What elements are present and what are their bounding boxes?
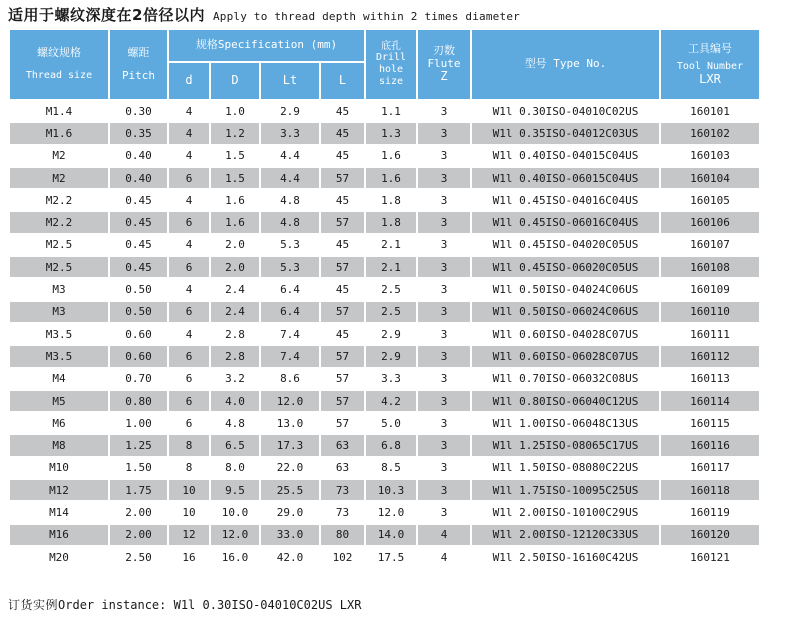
- cell-d: 1.0: [211, 101, 259, 121]
- cell-tool: 160114: [661, 391, 759, 411]
- cell-z: 3: [418, 369, 470, 389]
- cell-type: W1l 1.00ISO-06048C13US: [472, 413, 659, 433]
- cell-d: 6: [169, 302, 209, 322]
- cell-lt: 7.4: [261, 346, 319, 366]
- table-row: [10, 168, 759, 188]
- cell-type: W1l 0.50ISO-04024C06US: [472, 279, 659, 299]
- cell-z: 3: [418, 302, 470, 322]
- cell-drill: 1.3: [366, 123, 416, 143]
- cell-l: 45: [321, 279, 364, 299]
- cell-thread: M2.5: [10, 257, 108, 277]
- cell-tool: 160107: [661, 235, 759, 255]
- cell-type: W1l 1.50ISO-08080C22US: [472, 458, 659, 478]
- order-instance-en: Order instance: W1l 0.30ISO-04010C02US LXR: [58, 598, 362, 612]
- cell-tool: 160110: [661, 302, 759, 322]
- header-tool-number: [661, 30, 759, 99]
- cell-thread: M2: [10, 168, 108, 188]
- cell-pitch: 2.00: [110, 525, 167, 545]
- cell-type: W1l 0.45ISO-04016C04US: [472, 190, 659, 210]
- cell-thread: M14: [10, 502, 108, 522]
- table-row: [10, 369, 759, 389]
- table-row: [10, 525, 759, 545]
- table-row: [10, 324, 759, 344]
- cell-pitch: 2.00: [110, 502, 167, 522]
- cell-lt: 22.0: [261, 458, 319, 478]
- cell-tool: 160108: [661, 257, 759, 277]
- cell-l: 57: [321, 212, 364, 232]
- header-flute: [418, 30, 470, 99]
- cell-pitch: 0.45: [110, 235, 167, 255]
- cell-drill: 4.2: [366, 391, 416, 411]
- cell-tool: 160103: [661, 146, 759, 166]
- cell-pitch: 0.45: [110, 212, 167, 232]
- cell-drill: 1.1: [366, 101, 416, 121]
- cell-pitch: 1.50: [110, 458, 167, 478]
- cell-tool: 160111: [661, 324, 759, 344]
- header-drill-en3: size: [378, 76, 404, 88]
- cell-pitch: 0.50: [110, 302, 167, 322]
- cell-thread: M1.6: [10, 123, 108, 143]
- cell-l: 57: [321, 257, 364, 277]
- cell-z: 3: [418, 168, 470, 188]
- cell-tool: 160102: [661, 123, 759, 143]
- cell-lt: 5.3: [261, 235, 319, 255]
- cell-thread: M5: [10, 391, 108, 411]
- cell-thread: M4: [10, 369, 108, 389]
- table-row: [10, 346, 759, 366]
- header-drill-cn: 底孔: [381, 40, 401, 52]
- cell-thread: M16: [10, 525, 108, 545]
- cell-pitch: 0.45: [110, 190, 167, 210]
- cell-pitch: 1.25: [110, 435, 167, 455]
- cell-d: 10: [169, 480, 209, 500]
- cell-drill: 3.3: [366, 369, 416, 389]
- cell-d: 4: [169, 123, 209, 143]
- header-pitch: [110, 30, 167, 99]
- cell-d: 12.0: [211, 525, 259, 545]
- header-L: L: [321, 63, 364, 99]
- table-row: [10, 435, 759, 455]
- cell-d: 6: [169, 346, 209, 366]
- cell-d: 2.4: [211, 302, 259, 322]
- cell-l: 57: [321, 168, 364, 188]
- header-Lt: Lt: [261, 63, 319, 99]
- cell-type: W1l 1.25ISO-08065C17US: [472, 435, 659, 455]
- cell-type: W1l 0.70ISO-06032C08US: [472, 369, 659, 389]
- header-specification: 规格Specification (mm): [169, 30, 364, 61]
- cell-lt: 6.4: [261, 302, 319, 322]
- cell-d: 4: [169, 324, 209, 344]
- cell-drill: 2.5: [366, 279, 416, 299]
- cell-lt: 29.0: [261, 502, 319, 522]
- spec-table-body: [10, 101, 759, 567]
- cell-d: 6: [169, 257, 209, 277]
- cell-lt: 8.6: [261, 369, 319, 389]
- cell-lt: 4.4: [261, 168, 319, 188]
- order-instance-cn: 订货实例: [8, 598, 59, 612]
- cell-z: 3: [418, 212, 470, 232]
- header-flute-z: Z: [440, 69, 448, 84]
- table-row: [10, 123, 759, 143]
- cell-lt: 33.0: [261, 525, 319, 545]
- cell-d: 4: [169, 101, 209, 121]
- cell-thread: M2.5: [10, 235, 108, 255]
- cell-type: W1l 0.45ISO-06020C05US: [472, 257, 659, 277]
- cell-lt: 25.5: [261, 480, 319, 500]
- cell-l: 73: [321, 480, 364, 500]
- header-d: d: [169, 63, 209, 99]
- header-pitch-en: Pitch: [121, 68, 156, 82]
- cell-thread: M20: [10, 547, 108, 567]
- cell-tool: 160118: [661, 480, 759, 500]
- cell-type: W1l 0.50ISO-06024C06US: [472, 302, 659, 322]
- cell-l: 57: [321, 302, 364, 322]
- table-row: [10, 235, 759, 255]
- cell-d: 2.0: [211, 235, 259, 255]
- cell-type: W1l 0.45ISO-06016C04US: [472, 212, 659, 232]
- cell-d: 6: [169, 369, 209, 389]
- cell-d: 2.4: [211, 279, 259, 299]
- cell-pitch: 0.50: [110, 279, 167, 299]
- table-row: [10, 146, 759, 166]
- cell-l: 102: [321, 547, 364, 567]
- cell-tool: 160104: [661, 168, 759, 188]
- cell-l: 57: [321, 346, 364, 366]
- header-drill-hole: [366, 30, 416, 99]
- cell-d: 6: [169, 212, 209, 232]
- cell-z: 3: [418, 279, 470, 299]
- cell-type: W1l 0.35ISO-04012C03US: [472, 123, 659, 143]
- cell-z: 3: [418, 480, 470, 500]
- header-flute-en: Flute: [427, 56, 461, 70]
- cell-d: 4: [169, 190, 209, 210]
- cell-d: 10: [169, 502, 209, 522]
- cell-l: 57: [321, 391, 364, 411]
- cell-type: W1l 2.50ISO-16160C42US: [472, 547, 659, 567]
- table-row: [10, 302, 759, 322]
- cell-tool: 160115: [661, 413, 759, 433]
- cell-l: 45: [321, 146, 364, 166]
- cell-z: 4: [418, 547, 470, 567]
- cell-thread: M2: [10, 146, 108, 166]
- cell-drill: 5.0: [366, 413, 416, 433]
- cell-z: 3: [418, 391, 470, 411]
- cell-drill: 2.9: [366, 346, 416, 366]
- cell-d: 16: [169, 547, 209, 567]
- cell-z: 3: [418, 435, 470, 455]
- cell-type: W1l 2.00ISO-10100C29US: [472, 502, 659, 522]
- title-english: Apply to thread depth within 2 times diameter: [212, 10, 520, 23]
- cell-drill: 1.6: [366, 146, 416, 166]
- cell-z: 3: [418, 101, 470, 121]
- header-thread-size-en: Thread size: [25, 70, 93, 82]
- cell-z: 3: [418, 235, 470, 255]
- cell-d: 1.6: [211, 212, 259, 232]
- cell-drill: 14.0: [366, 525, 416, 545]
- table-row: [10, 413, 759, 433]
- header-drill-en1: Drill: [375, 52, 407, 64]
- cell-d: 1.5: [211, 146, 259, 166]
- table-row: [10, 391, 759, 411]
- cell-pitch: 0.60: [110, 324, 167, 344]
- cell-thread: M2.2: [10, 212, 108, 232]
- cell-d: 9.5: [211, 480, 259, 500]
- table-row: [10, 480, 759, 500]
- cell-pitch: 0.30: [110, 101, 167, 121]
- cell-z: 3: [418, 458, 470, 478]
- cell-drill: 17.5: [366, 547, 416, 567]
- cell-l: 57: [321, 369, 364, 389]
- cell-pitch: 1.00: [110, 413, 167, 433]
- spec-table: [8, 28, 761, 569]
- cell-tool: 160113: [661, 369, 759, 389]
- cell-type: W1l 0.40ISO-04015C04US: [472, 146, 659, 166]
- cell-d: 10.0: [211, 502, 259, 522]
- cell-tool: 160106: [661, 212, 759, 232]
- header-thread-size-cn: 螺纹规格: [37, 46, 81, 60]
- cell-d: 1.2: [211, 123, 259, 143]
- cell-pitch: 0.35: [110, 123, 167, 143]
- table-row: [10, 190, 759, 210]
- cell-lt: 7.4: [261, 324, 319, 344]
- cell-l: 45: [321, 101, 364, 121]
- header-D: D: [211, 63, 259, 99]
- cell-lt: 4.8: [261, 212, 319, 232]
- cell-thread: M10: [10, 458, 108, 478]
- cell-l: 73: [321, 502, 364, 522]
- cell-pitch: 2.50: [110, 547, 167, 567]
- cell-d: 4: [169, 146, 209, 166]
- cell-thread: M2.2: [10, 190, 108, 210]
- order-instance: [8, 596, 361, 613]
- cell-drill: 2.1: [366, 235, 416, 255]
- cell-drill: 1.6: [366, 168, 416, 188]
- cell-z: 3: [418, 413, 470, 433]
- cell-thread: M1.4: [10, 101, 108, 121]
- table-row: [10, 257, 759, 277]
- cell-l: 45: [321, 235, 364, 255]
- cell-z: 3: [418, 146, 470, 166]
- cell-drill: 2.5: [366, 302, 416, 322]
- cell-pitch: 0.80: [110, 391, 167, 411]
- cell-d: 8.0: [211, 458, 259, 478]
- table-row: [10, 547, 759, 567]
- cell-pitch: 0.40: [110, 168, 167, 188]
- cell-lt: 5.3: [261, 257, 319, 277]
- cell-d: 4: [169, 235, 209, 255]
- cell-d: 1.5: [211, 168, 259, 188]
- cell-l: 80: [321, 525, 364, 545]
- cell-l: 57: [321, 413, 364, 433]
- cell-tool: 160117: [661, 458, 759, 478]
- cell-lt: 3.3: [261, 123, 319, 143]
- cell-type: W1l 0.30ISO-04010C02US: [472, 101, 659, 121]
- header-tool-en: Tool Number: [676, 61, 744, 73]
- cell-type: W1l 2.00ISO-12120C33US: [472, 525, 659, 545]
- cell-l: 45: [321, 324, 364, 344]
- cell-d: 6: [169, 413, 209, 433]
- cell-drill: 12.0: [366, 502, 416, 522]
- header-type-no: 型号 Type No.: [472, 30, 659, 99]
- cell-thread: M3.5: [10, 346, 108, 366]
- table-row: [10, 101, 759, 121]
- cell-z: 3: [418, 190, 470, 210]
- cell-drill: 6.8: [366, 435, 416, 455]
- cell-pitch: 0.40: [110, 146, 167, 166]
- cell-lt: 12.0: [261, 391, 319, 411]
- cell-d: 16.0: [211, 547, 259, 567]
- cell-lt: 42.0: [261, 547, 319, 567]
- cell-type: W1l 0.40ISO-06015C04US: [472, 168, 659, 188]
- cell-d: 8: [169, 458, 209, 478]
- header-tool-code: LXR: [699, 71, 721, 86]
- cell-tool: 160112: [661, 346, 759, 366]
- cell-pitch: 0.70: [110, 369, 167, 389]
- cell-tool: 160120: [661, 525, 759, 545]
- header-thread-size: [10, 30, 108, 99]
- cell-z: 3: [418, 324, 470, 344]
- cell-z: 3: [418, 257, 470, 277]
- header-pitch-cn: 螺距: [127, 45, 150, 59]
- cell-drill: 10.3: [366, 480, 416, 500]
- cell-d: 1.6: [211, 190, 259, 210]
- cell-d: 6.5: [211, 435, 259, 455]
- cell-d: 4.0: [211, 391, 259, 411]
- table-row: [10, 502, 759, 522]
- cell-tool: 160109: [661, 279, 759, 299]
- cell-z: 3: [418, 123, 470, 143]
- cell-thread: M3: [10, 279, 108, 299]
- cell-pitch: 0.60: [110, 346, 167, 366]
- table-row: [10, 458, 759, 478]
- cell-d: 4: [169, 279, 209, 299]
- cell-d: 3.2: [211, 369, 259, 389]
- cell-pitch: 1.75: [110, 480, 167, 500]
- header-tool-cn: 工具编号: [688, 41, 732, 55]
- cell-d: 6: [169, 168, 209, 188]
- cell-drill: 8.5: [366, 458, 416, 478]
- cell-l: 63: [321, 435, 364, 455]
- cell-type: W1l 0.60ISO-06028C07US: [472, 346, 659, 366]
- cell-tool: 160105: [661, 190, 759, 210]
- header-drill-en2: hole: [378, 64, 404, 76]
- cell-lt: 4.4: [261, 146, 319, 166]
- cell-type: W1l 0.80ISO-06040C12US: [472, 391, 659, 411]
- cell-thread: M3: [10, 302, 108, 322]
- cell-z: 4: [418, 525, 470, 545]
- cell-z: 3: [418, 502, 470, 522]
- cell-tool: 160116: [661, 435, 759, 455]
- cell-pitch: 0.45: [110, 257, 167, 277]
- cell-lt: 13.0: [261, 413, 319, 433]
- cell-l: 45: [321, 190, 364, 210]
- cell-lt: 6.4: [261, 279, 319, 299]
- cell-thread: M12: [10, 480, 108, 500]
- table-row: [10, 279, 759, 299]
- cell-d: 4.8: [211, 413, 259, 433]
- cell-lt: 4.8: [261, 190, 319, 210]
- cell-d: 12: [169, 525, 209, 545]
- cell-d: 6: [169, 391, 209, 411]
- cell-tool: 160121: [661, 547, 759, 567]
- table-row: [10, 212, 759, 232]
- title-chinese: 适用于螺纹深度在2倍径以内: [8, 6, 205, 24]
- cell-thread: M6: [10, 413, 108, 433]
- cell-z: 3: [418, 346, 470, 366]
- header-flute-cn: 刃数: [433, 43, 455, 57]
- cell-drill: 2.9: [366, 324, 416, 344]
- cell-tool: 160119: [661, 502, 759, 522]
- cell-l: 63: [321, 458, 364, 478]
- cell-l: 45: [321, 123, 364, 143]
- cell-thread: M8: [10, 435, 108, 455]
- cell-d: 2.8: [211, 324, 259, 344]
- page-title: [8, 4, 520, 24]
- cell-type: W1l 1.75ISO-10095C25US: [472, 480, 659, 500]
- cell-lt: 17.3: [261, 435, 319, 455]
- cell-lt: 2.9: [261, 101, 319, 121]
- cell-thread: M3.5: [10, 324, 108, 344]
- cell-drill: 1.8: [366, 190, 416, 210]
- cell-type: W1l 0.45ISO-04020C05US: [472, 235, 659, 255]
- cell-d: 2.0: [211, 257, 259, 277]
- cell-d: 2.8: [211, 346, 259, 366]
- cell-type: W1l 0.60ISO-04028C07US: [472, 324, 659, 344]
- cell-drill: 2.1: [366, 257, 416, 277]
- cell-d: 8: [169, 435, 209, 455]
- cell-drill: 1.8: [366, 212, 416, 232]
- cell-tool: 160101: [661, 101, 759, 121]
